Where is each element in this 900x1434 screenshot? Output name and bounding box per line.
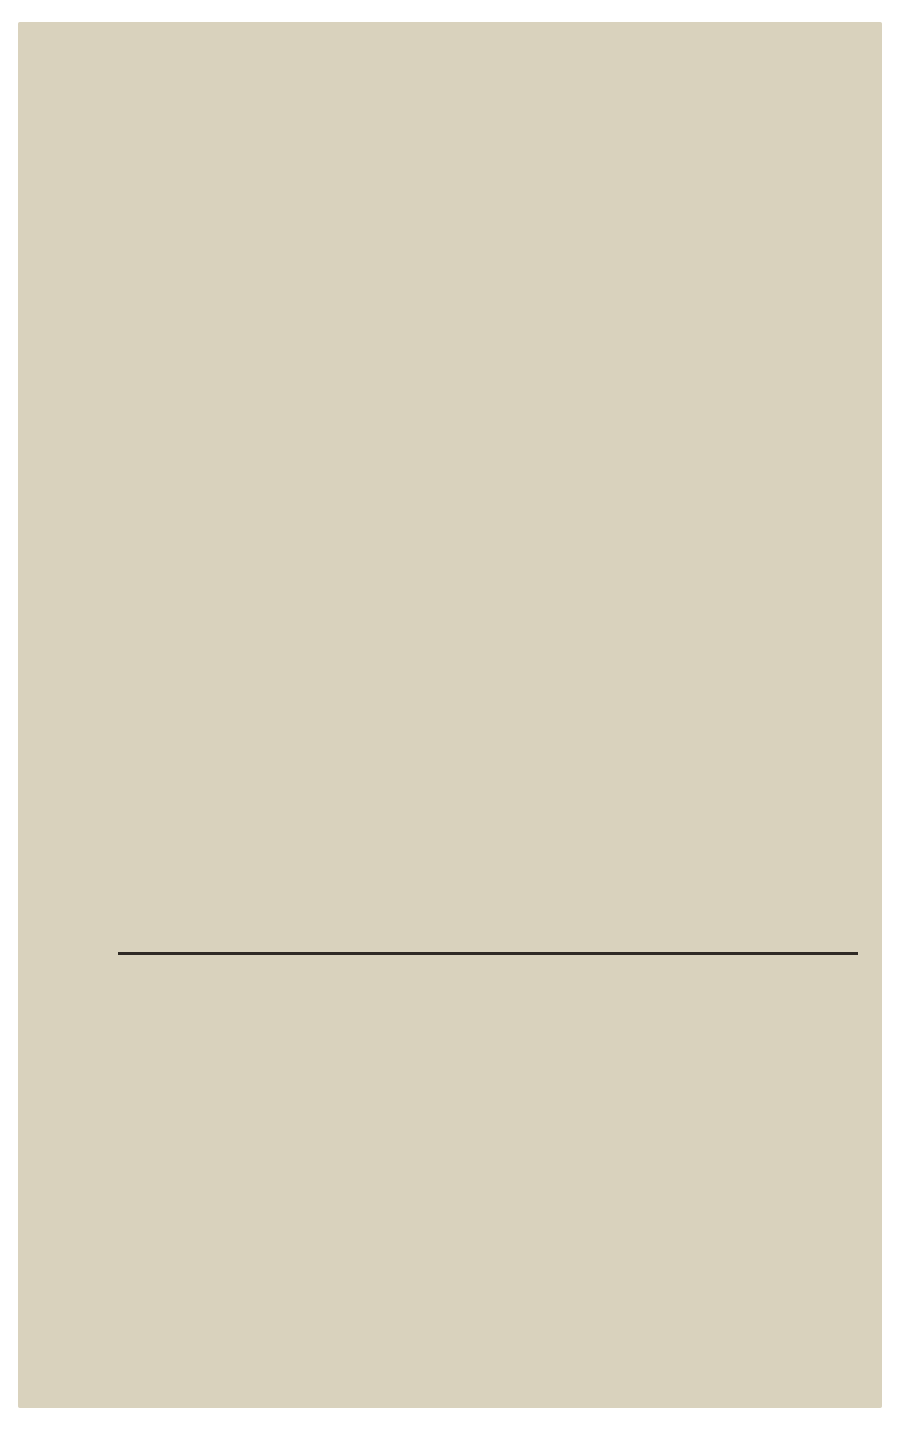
section-divider — [118, 952, 858, 955]
page — [18, 22, 882, 1408]
